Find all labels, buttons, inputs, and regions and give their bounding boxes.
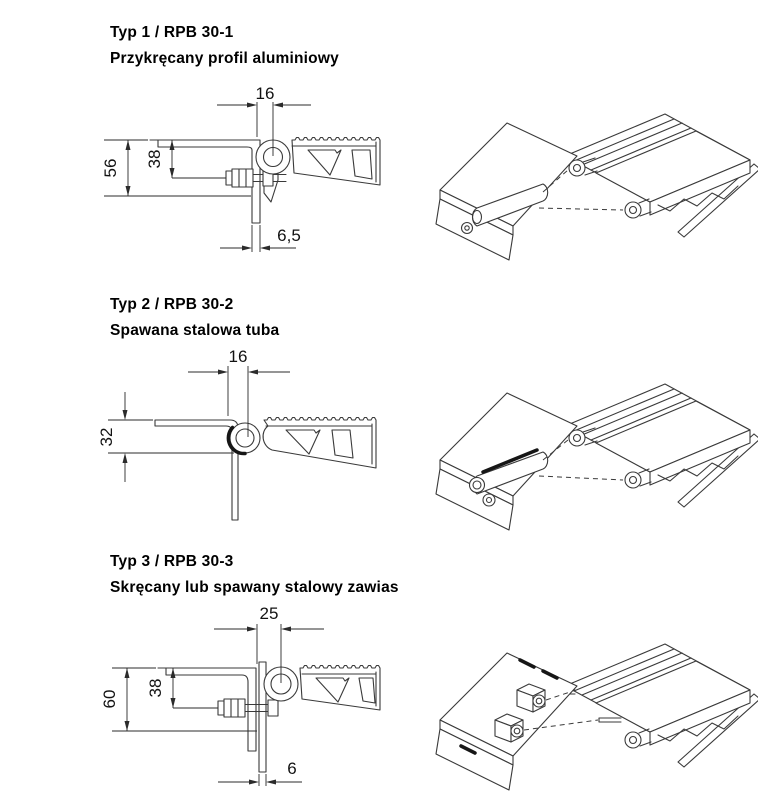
dim-pin-offset: 25: [259, 604, 279, 623]
ramp-3d: [565, 384, 758, 507]
dim-total-height: 56: [101, 158, 120, 178]
section1-title: Typ 1 / RPB 30-1: [110, 24, 234, 41]
ramp-3d: [553, 644, 758, 767]
bracket-3d: [436, 123, 577, 260]
cross-section-typ1: [40, 82, 425, 262]
ramp-profile: [263, 418, 376, 469]
hinge-pin: [236, 429, 254, 447]
cross-section-typ2: [40, 342, 425, 532]
dimensions: [97, 347, 290, 482]
dim-bolt-height: 38: [146, 678, 165, 698]
bracket-3d: [436, 653, 577, 790]
hinge-pin-stub: [599, 718, 621, 722]
section3-title: Typ 3 / RPB 30-3: [110, 553, 234, 570]
isometric-view-typ3: [425, 628, 755, 796]
section3-subtitle: Skręcany lub spawany stalowy zawias: [110, 579, 399, 596]
dim-pin-offset: 16: [255, 84, 275, 103]
dim-bolt-height: 38: [145, 149, 164, 169]
steel-angle: [155, 420, 238, 520]
knuckle-block: [495, 714, 523, 742]
ramp-profile: [292, 138, 380, 186]
cross-section-typ3: [40, 598, 425, 798]
dim-height: 32: [97, 427, 116, 447]
dim-pin-offset: 16: [228, 347, 248, 366]
ramp-profile: [300, 666, 380, 711]
bracket-3d: [436, 393, 577, 530]
section1-subtitle: Przykręcany profil aluminiowy: [110, 50, 339, 67]
welded-tube: [228, 423, 260, 454]
section2-subtitle: Spawana stalowa tuba: [110, 322, 280, 339]
dim-wall-thickness: 6,5: [277, 226, 301, 245]
isometric-view-typ1: [425, 98, 755, 256]
knuckle-block: [517, 684, 545, 712]
isometric-view-typ2: [425, 368, 755, 526]
ramp-3d: [565, 114, 758, 237]
dim-leaf-thickness: 6: [287, 759, 297, 778]
dim-total-height: 60: [100, 689, 119, 709]
section2-title: Typ 2 / RPB 30-2: [110, 296, 234, 313]
